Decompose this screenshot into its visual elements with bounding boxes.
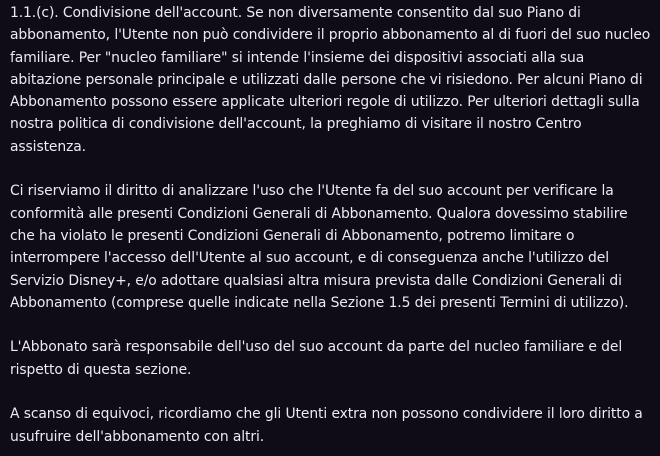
paragraph-subscriber-responsibility: L'Abbonato sarà responsabile dell'uso del suo account da parte del nucleo familiare e del rispetto di questa sezione. (10, 339, 623, 378)
paragraph-extra-users: A scanso di equivoci, ricordiamo che gli Utenti extra non possono condividere il loro diritto a usufruire dell'abbonamento con altri. (10, 406, 643, 445)
paragraph-usage-analysis: Ci riserviamo il diritto di analizzare l'uso che l'Utente fa del suo account per verificare la conformità alle presenti Condizioni Generali di Abbonamento. Qualora dovessimo stabilire che ha violato le presenti Condizioni Generali di Abbonamento, potremo limitare o interrompere l'accesso dell'Utente al suo account, e di conseguenza anche l'utilizzo del Servizio Disney+, e/o adottare qualsiasi altra misura prevista dalle Condizioni Generali di Abbonamento (comprese quelle indicate nella Sezione 1.5 dei presenti Termini di utilizzo). (10, 183, 629, 311)
terms-document (10, 2, 656, 448)
paragraph-account-sharing: 1.1.(c). Condivisione dell'account. Se non diversamente consentito dal suo Piano di abbonamento, l'Utente non può condividere il proprio abbonamento al di fuori del suo nucleo familiare. Per "nucleo familiare" si intende l'insieme dei dispositivi associati alla sua abitazione personale principale e utilizzati dalle persone che vi risiedono. Per alcuni Piano di Abbonamento possono essere applicate ulteriori regole di utilizzo. Per ulteriori dettagli sulla nostra politica di condivisione dell'account, la preghiamo di visitare il nostro Centro assistenza. (10, 5, 651, 155)
